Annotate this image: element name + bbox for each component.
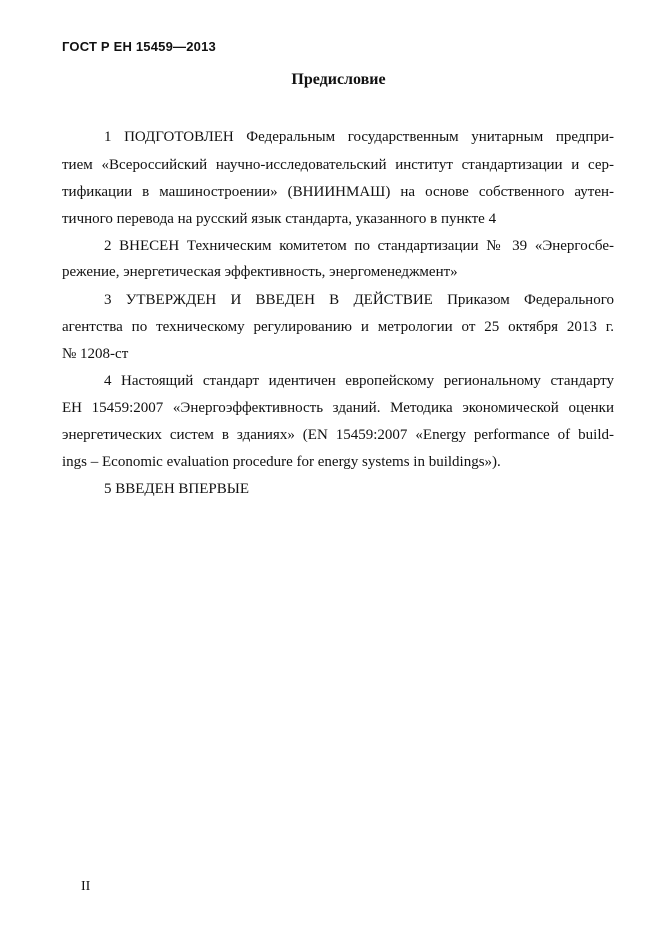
item-4-line-1: 4 Настоящий стандарт идентичен европейскому региональному стандарту [104,373,614,389]
item-4-line-3: энергетических систем в зданиях» (EN 15459:2007 «Energy performance of build- [62,427,614,443]
item-1-line-3: тификации в машиностроении» (ВНИИНМАШ) на основе собственного аутен- [62,184,614,200]
page-title: Предисловие [291,71,386,88]
item-2-line-2: режение, энергетическая эффективность, энергоменеджмент» [62,264,458,280]
item-5-line-1: 5 ВВЕДЕН ВПЕРВЫЕ [104,481,249,497]
item-3-line-1: 3 УТВЕРЖДЕН И ВВЕДЕН В ДЕЙСТВИЕ Приказом Федерального [104,292,614,308]
page-number: II [81,879,91,894]
document-code: ГОСТ Р ЕН 15459—2013 [62,39,216,54]
item-1-line-4: тичного перевода на русский язык стандарта, указанного в пункте 4 [62,211,497,227]
item-4-line-2: ЕН 15459:2007 «Энергоэффективность зданий. Методика экономической оценки [62,400,614,416]
item-1-line-1: 1 ПОДГОТОВЛЕН Федеральным государственным унитарным предпри- [104,129,614,145]
item-2-line-1: 2 ВНЕСЕН Техническим комитетом по стандартизации № 39 «Энергосбе- [104,238,614,254]
item-1-line-2: тием «Всероссийский научно-исследовательский институт стандартизации и сер- [62,157,614,173]
item-3-line-3: № 1208-ст [62,346,129,362]
item-4-line-4: ings – Economic evaluation procedure for energy systems in buildings»). [62,454,501,470]
item-3-line-2: агентства по техническому регулированию и метрологии от 25 октября 2013 г. [62,319,614,335]
